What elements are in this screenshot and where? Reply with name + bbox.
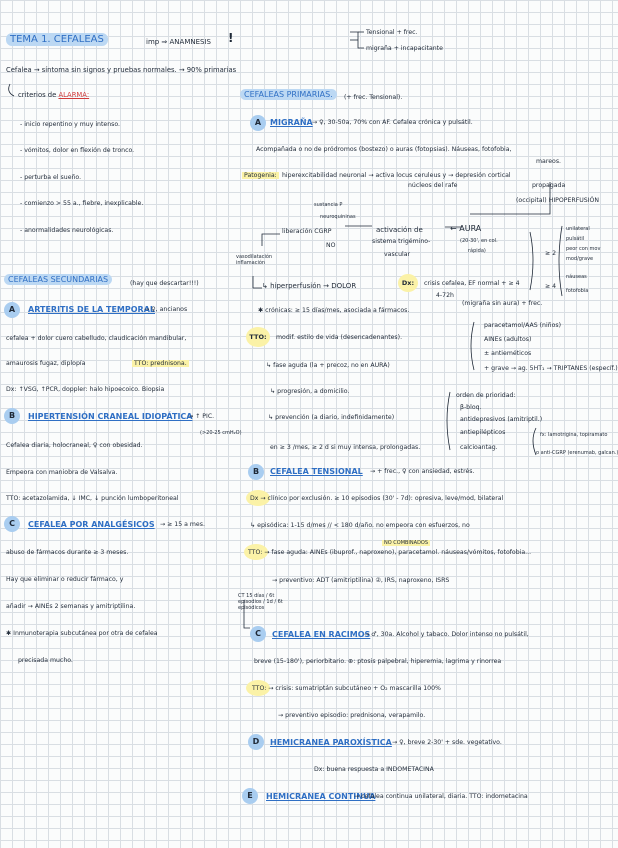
fase-opt: paracetamol/AAS (niños) — [484, 322, 562, 329]
mid-note: NO — [326, 242, 336, 249]
side-note: ≥ 4 — [545, 283, 557, 290]
tensional-dx-2: ↳ episódica: 1-15 d/mes // < 180 d/año. no empeora con esfuerzos, no — [250, 522, 470, 529]
side-note: ≥ 2 — [545, 250, 557, 257]
migrana-line1: → ♀, 30-50a, 70% con AF. Cefalea crónica y pulsátil. — [312, 119, 473, 126]
migrana-line2: Acompañada o no de pródromos (bostezo) o auras (fotopsias). Náuseas, fotofobia, — [256, 146, 512, 153]
dx-text-2: (migraña sin aura) + frec. — [462, 300, 543, 307]
fase-opt: ± antieméticos — [484, 350, 532, 357]
tto-label: TTO: — [246, 327, 270, 347]
temporal-dx: Dx: ↑VSG, ↑PCR, doppler: halo hipoecoico. Biopsia — [6, 386, 165, 393]
patogenia-text-4: (occipital) HIPOPERFUSIÓN — [516, 197, 600, 204]
racimos-tto: TTO: → crisis: sumatriptán subcutáneo + O₂ mascarilla 100% — [252, 685, 441, 692]
prev-opt: β-bloq. — [460, 404, 482, 411]
page-title: TEMA 1. CEFALEAS — [6, 36, 108, 45]
tensional-tto: TTO: → fase aguda: AINEs (ibuprof., naproxeno), paracetamol. náuseas/vómitos, fotofobia... — [248, 549, 532, 556]
patogenia-label: Patogenia: — [244, 172, 277, 179]
migrana-title: MIGRAÑA — [270, 118, 313, 127]
temporal-tto: TTO: prednisona. — [134, 360, 187, 367]
vaso-note: vasodilatación inflamación — [236, 254, 273, 266]
dx-range: 4-72h — [436, 292, 454, 299]
section-letter-c: C — [250, 626, 266, 642]
prev-opt: antiepilépticos — [460, 429, 506, 436]
top-right-note-1: Tensional + frec. — [366, 29, 418, 36]
tensional-title: CEFALEA TENSIONAL — [270, 467, 363, 476]
alarma-title: criterios de ALARMA: — [18, 91, 90, 99]
sec-letter-b: B — [4, 408, 20, 424]
dx-label: Dx: — [398, 274, 418, 292]
temporal-title: ARTERITIS DE LA TEMPORAL — [28, 305, 155, 314]
side-note: mod/grave — [566, 256, 594, 262]
prev-more: en ≥ 3 /mes, ≥ 2 d si muy intensa, prolongadas. — [270, 444, 421, 451]
section-letter-a: A — [250, 115, 266, 131]
alarma-item: - perturba el sueño. — [20, 174, 82, 181]
progresion-line: ↳ progresión, a domicilio. — [270, 388, 350, 395]
analgesicos-line6: precisada mucho. — [18, 657, 73, 664]
side-note: fotofobia — [566, 288, 589, 294]
prev-opt: orden de prioridad: — [456, 392, 516, 399]
analgesicos-line4: añadir → AINEs 2 semanas y amitriptilina. — [6, 603, 136, 610]
prevencion-line: ↳ prevención (a diario, indefinidamente) — [268, 414, 395, 421]
patogenia-text: hiperexcitabilidad neuronal → activa locus ceruleus y → depresión cortical — [282, 172, 511, 179]
fase-opt: + grave → ag. 5HT₁ → TRIPTANES (específ.) — [484, 365, 618, 372]
hip-craneal-title: HIPERTENSIÓN CRANEAL IDIOPÁTICA — [28, 412, 193, 421]
hip-craneal-line3: Empeora con maniobra de Valsalva. — [6, 469, 118, 476]
hip-craneal-range: (>20-25 cmH₂O) — [200, 430, 242, 436]
mid-note: sustancia P — [314, 202, 343, 208]
primarias-title: CEFALEAS PRIMARIAS. — [240, 91, 337, 100]
exclamation-icon: ! — [228, 31, 234, 45]
analgesicos-title: CEFALEA POR ANALGÉSICOS — [28, 520, 155, 529]
aura-note: (20-30', en col. — [460, 238, 498, 244]
side-note: peor con mov — [566, 246, 601, 252]
temporal-line3: amaurosis fugaz, diplopía — [6, 360, 86, 367]
secundarias-title: CEFALEAS SECUNDARIAS — [4, 276, 112, 285]
analgesicos-line5: ✱ Inmunoterapia subcutánea por otra de cefalea — [6, 630, 158, 637]
secundarias-note: (hay que descartar!!!) — [130, 280, 199, 287]
side-note: náuseas — [566, 274, 587, 280]
alarma-item: - inicio repentino y muy intenso. — [20, 121, 120, 128]
racimos-line1: → ♂, 30a. Alcohol y tabaco. Dolor intenso no pulsátil, — [364, 631, 529, 638]
dx-text: crisis cefalea, EF normal + ≥ 4 — [424, 280, 520, 287]
aura-note: rápida) — [468, 248, 486, 254]
side-note: pulsátil — [566, 236, 585, 242]
racimos-line2: breve (15-180'), periorbitario. ⊕: ptosis palpebral, hiperemia, lagrima y rinorrea — [254, 658, 502, 665]
hip-craneal-line2: Cefalea diaria, holocraneal, ♀ con obesidad. — [6, 442, 143, 449]
prev-note: fx: lamotrigina, topiramato — [540, 432, 608, 438]
top-right-note-2: migraña + incapacitante — [366, 45, 443, 52]
tensional-dx: Dx → clínico por exclusión. ≥ 10 episodios (30' - 7d): opresiva, leve/mod, bilateral — [250, 495, 504, 502]
section-letter-d: D — [248, 734, 264, 750]
fase-aguda-line: ↳ fase aguda (la + precoz, no en AURA) — [266, 362, 390, 369]
temporal-line2: cefalea + dolor cuero cabelludo, claudicación mandibular, — [6, 335, 187, 342]
analgesicos-line3: Hay que eliminar o reducir fármaco, y — [6, 576, 124, 583]
tensional-line1: → + frec., ♀ con ansiedad, estrés. — [370, 468, 475, 475]
intro-line: Cefalea → síntoma sin signos y pruebas normales. → 90% primarias — [6, 66, 237, 74]
sec-letter-a: A — [4, 302, 20, 318]
tto-line: modif. estilo de vida (desencadenantes). — [276, 334, 403, 341]
title-note: imp ⇒ ANAMNESIS — [146, 38, 211, 46]
patogenia-text-3: propagada — [532, 182, 566, 189]
mid-note: activación de — [376, 226, 423, 234]
side-note: unilateral — [566, 226, 590, 232]
alarma-item: - comienzo > 55 a., fiebre, inexplicable. — [20, 200, 144, 207]
aura-label: ← AURA — [450, 224, 482, 233]
prev-opt: antidepresivos (amitriptil.) — [460, 416, 543, 423]
analgesicos-line2: abuso de fármacos durante ≥ 3 meses. — [6, 549, 129, 556]
prev-opt: calcioantag. — [460, 444, 498, 451]
racimos-note: CT 15 días / 6t episodios / 1d / 6t episódicos — [238, 593, 283, 611]
mid-note: sistema trigémino- — [372, 238, 431, 245]
hemicranea-dx: Dx: buena respuesta a INDOMETACINA — [314, 766, 434, 773]
racimos-prev: → preventivo episodio: prednisona, verapamilo. — [278, 712, 426, 719]
cronicas-line: ✱ crónicas: ≥ 15 días/mes, asociada a fármacos. — [258, 307, 410, 314]
migrana-line2b: mareos. — [536, 158, 562, 165]
patogenia-text-2: núcleos del rafe — [408, 182, 458, 189]
hemi-cont-title: HEMICRANEA CONTINUA — [266, 792, 376, 801]
mid-note: neuroquininas — [320, 214, 356, 220]
hemi-cont-line1: → cefalea continua unilateral, diaria. TTO: indometacina — [354, 793, 528, 800]
analgesicos-line1: → ≥ 15 a mes. — [160, 521, 205, 528]
section-letter-b: B — [248, 464, 264, 480]
mid-note: vascular — [384, 251, 411, 258]
alarma-item: - vómitos, dolor en flexión de tronco. — [20, 147, 135, 154]
prev-note: o anti-CGRP (erenumab, galcan.) — [536, 450, 618, 456]
hemicranea-title: HEMICRANEA PAROXÍSTICA — [270, 738, 392, 747]
hiperperfusion-line: ↳ hiperperfusión → DOLOR — [262, 282, 357, 290]
alarma-item: - anormalidades neurológicas. — [20, 227, 114, 234]
temporal-line1: → ♀, ancianos — [144, 306, 188, 313]
hip-craneal-line1: → ↑ PIC. — [188, 413, 215, 420]
mid-note: liberación CGRP — [282, 228, 332, 235]
primarias-note: (+ frec. Tensional). — [344, 94, 403, 101]
racimos-title: CEFALEA EN RACIMOS — [272, 630, 371, 639]
sec-letter-c: C — [4, 516, 20, 532]
hip-craneal-tto: TTO: acetazolamida, ↓ IMC, ↓ punción lumboperitoneal — [6, 495, 179, 502]
fase-opt: AINEs (adultos) — [484, 336, 532, 343]
section-letter-e: E — [242, 788, 258, 804]
no-combinados-note: NO COMBINADOS — [384, 540, 429, 546]
hemicranea-line1: → ♀, breve 2-30' + sde. vegetativo. — [392, 739, 502, 746]
tensional-prev: → preventivo: ADT (amitriptilina) ②, IRS, naproxeno, ISRS — [272, 577, 450, 584]
